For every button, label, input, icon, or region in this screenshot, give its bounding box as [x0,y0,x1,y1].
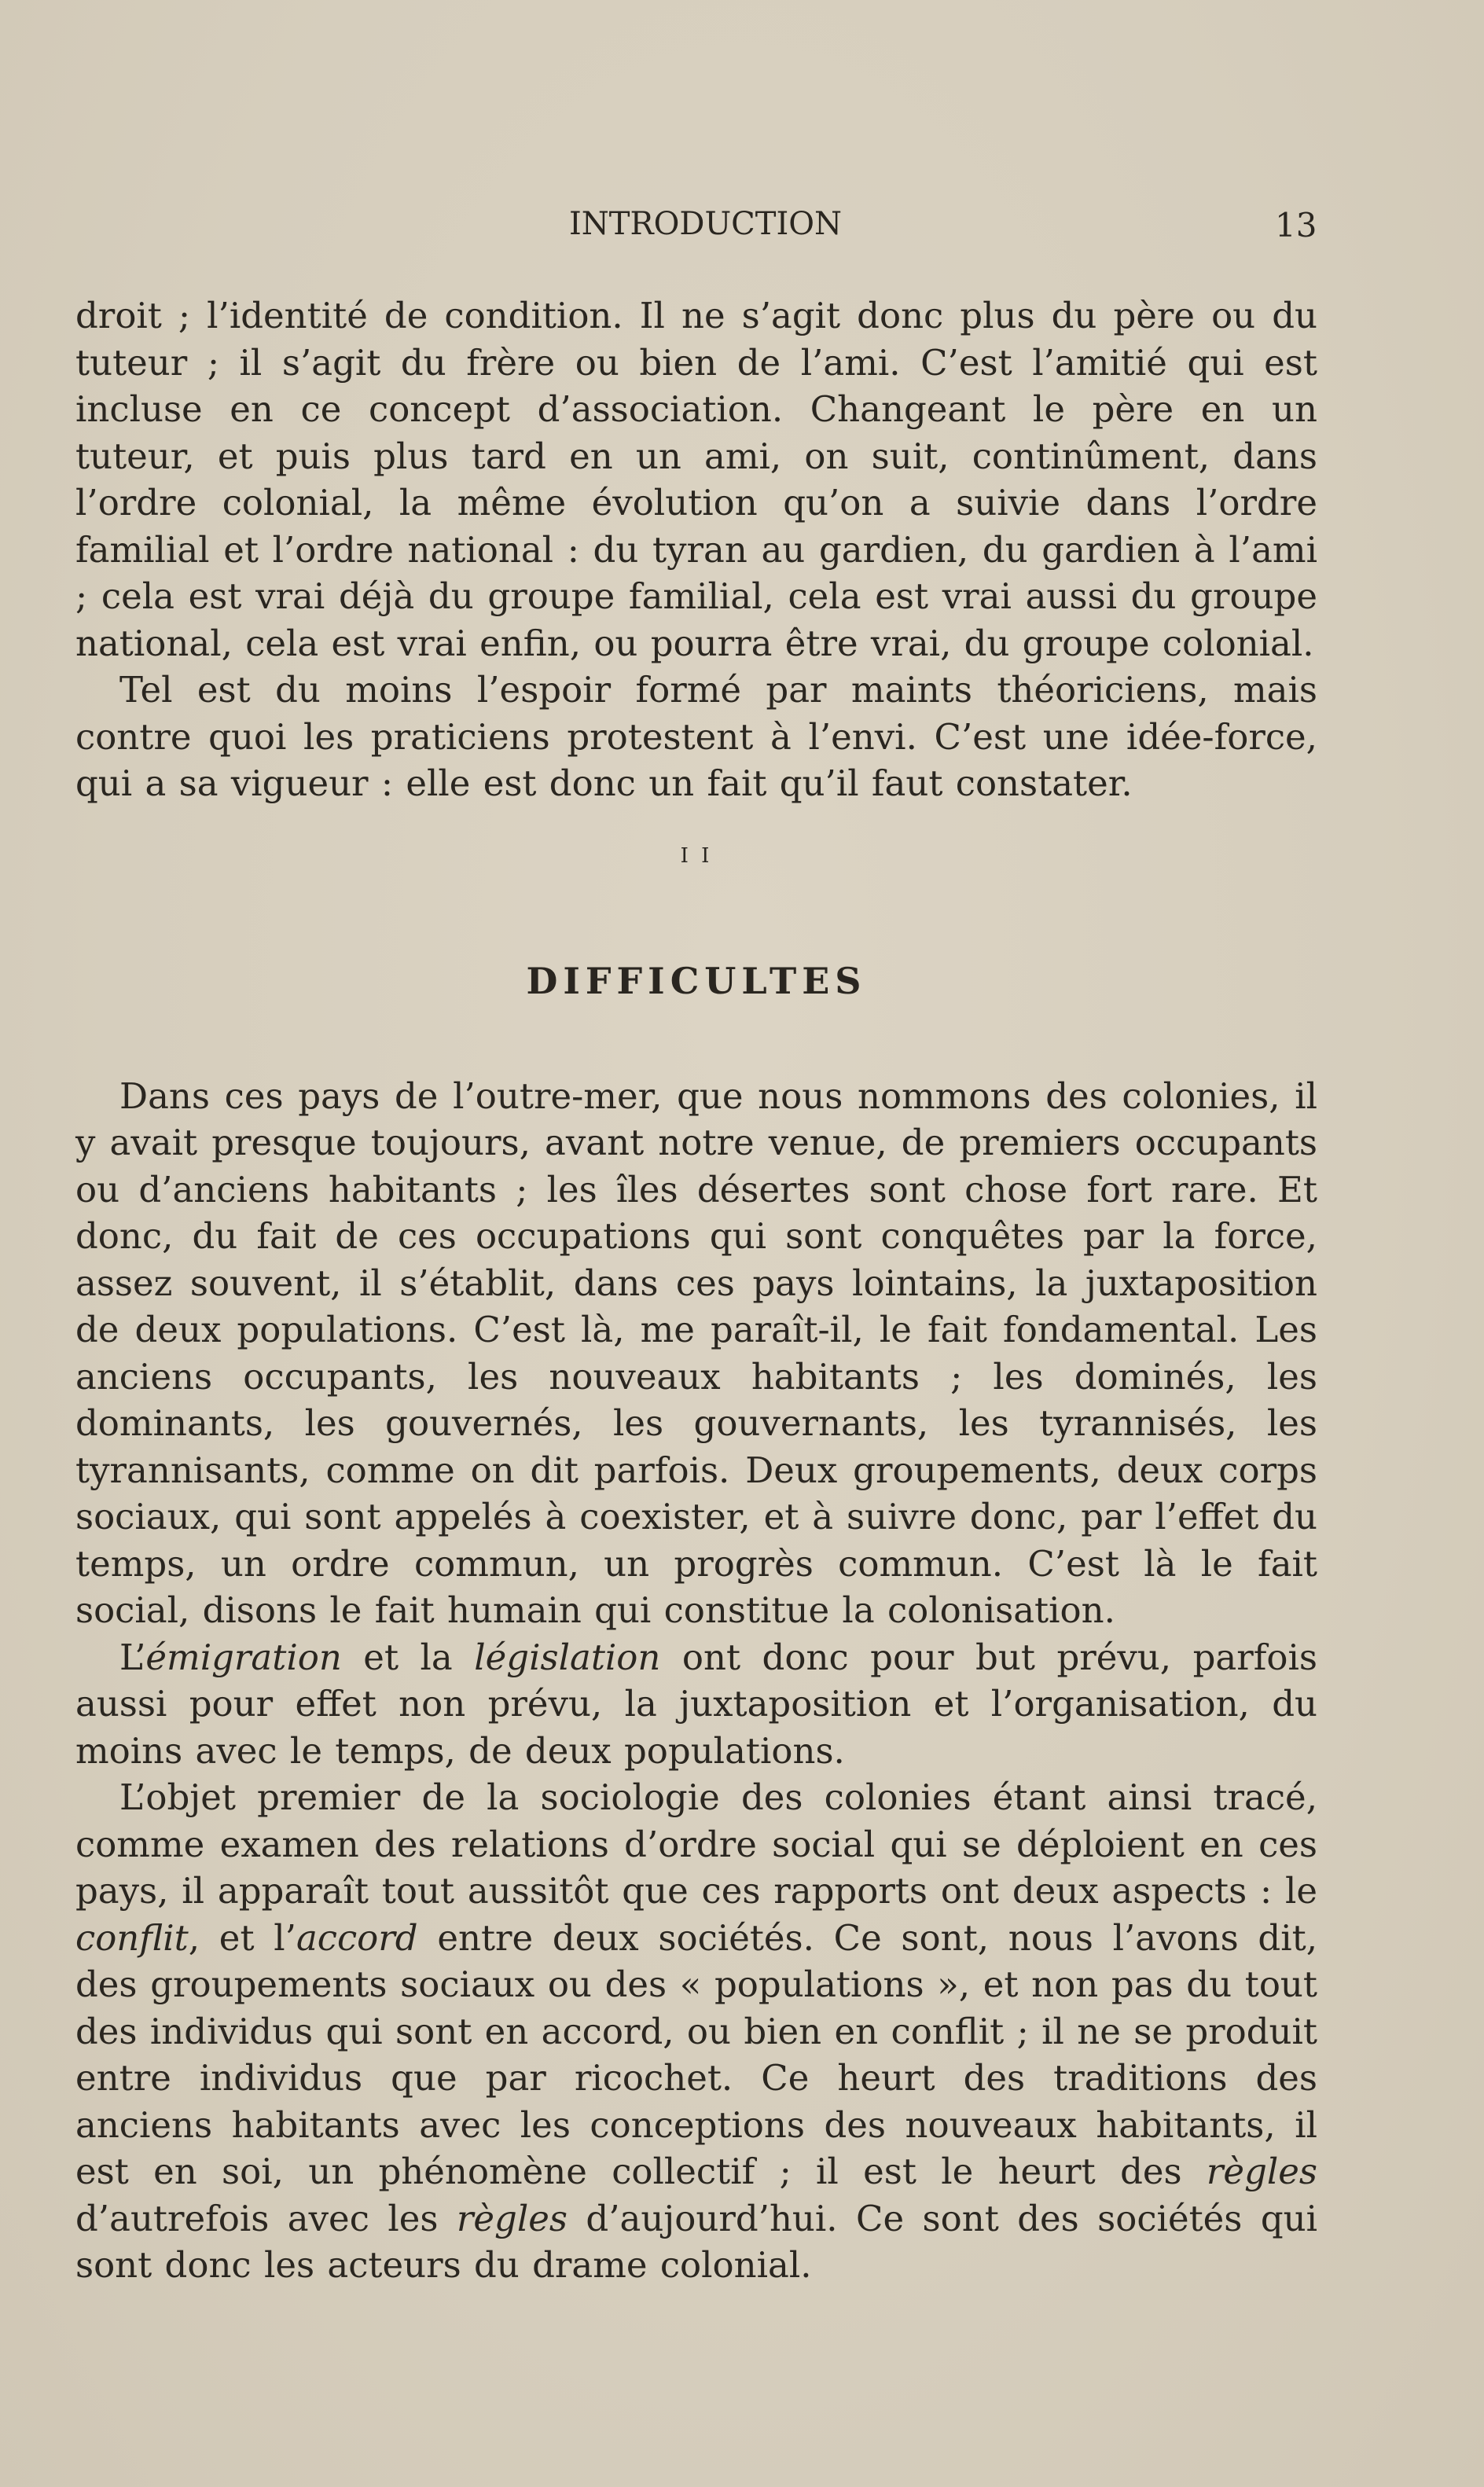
page-header [0,206,1484,253]
paragraph-sociology [75,1774,1317,2289]
paragraph-theoreticians: Tel est du moins l’espoir formé par maints théoriciens, mais contre quoi les praticiens protestent à l’envi. C’est une idée-force, qui a sa vigueur : elle est donc un fait qu’il faut constater. [75,669,1317,804]
paragraph-emigration [75,1634,1317,1775]
italic-term-legislation: législation [474,1636,661,1678]
page-number: 13 [1275,206,1317,244]
italic-term-regles: règles [456,2197,568,2239]
italic-term-regles: règles [1206,2151,1317,2192]
text-run: L’ [119,1636,146,1678]
text-run: entre deux sociétés. Ce sont, nous l’avons dit, des groupements sociaux ou des « populations », et non pas du tout des individus qui sont en accord, ou bien en conflit ; il ne se produit entre individus que par ricochet. Ce heurt des traditions des anciens habitants avec les conceptions des nouveaux habitants, il est en soi, un phénomène collectif ; il est le heurt des [75,1916,1318,2192]
text-run: , et l’ [188,1916,296,1959]
text-run: ont donc pour but prévu, parfois aussi pour effet non prévu, la juxtaposition et l’organisation, du moins avec le temps, de deux populations. [75,1636,1317,1772]
paragraph-overseas: Dans ces pays de l’outre-mer, que nous nommons des colonies, il y avait presque toujours, avant notre venue, de premiers occupants ou d’anciens habitants ; les îles désertes sont chose fort rare. Et donc, du fait de ces occupations qui sont conquêtes par la force, assez souvent, il s’établit, dans ces pays lointains, la juxtaposition de deux populations. C’est là, me paraît-il, le fait fondamental. Les anciens occupants, les nouveaux habitants ; les dominés, les dominants, les gouvernés, les gouvernants, les tyrannisés, les tyrannisants, comme on dit parfois. Deux groupements, deux corps sociaux, qui sont appelés à coexister, et à suivre donc, par l’effet du temps, un ordre commun, un progrès commun. C’est là le fait social, disons le fait humain qui constitue la colonisation. [75,1075,1317,1631]
italic-term-conflit: conflit [75,1916,189,1959]
text-run: L’objet premier de la sociologie des colonies étant ainsi tracé, comme examen des relations d’ordre social qui se déploient en ces pays, il apparaît tout aussitôt que ces rapports ont deux aspects : le [75,1776,1317,1912]
running-head: INTRODUCTION [569,206,843,242]
italic-term-accord: accord [296,1916,418,1959]
section-number: I I [680,843,713,868]
text-run: et la [341,1636,475,1678]
text-run: d’aujourd’hui. Ce sont des sociétés qui sont donc les acteurs du drame colonial. [75,2197,1317,2286]
text-run: d’autrefois avec les [75,2197,457,2239]
paragraph-continuation: droit ; l’identité de condition. Il ne s’agit donc plus du père ou du tuteur ; il s’agit du frère ou bien de l’ami. C’est l’amitié qui est incluse en ce concept d’association. Changeant le père en un tuteur, et puis plus tard en un ami, on suit, continûment, dans l’ordre colonial, la même évolution qu’on a suivie dans l’ordre familial et l’ordre national : du tyran au gardien, du gardien à l’ami ; cela est vrai déjà du groupe familial, cela est vrai aussi du groupe national, cela est vrai enfin, ou pourra être vrai, du groupe colonial. [75,295,1317,664]
text-block [75,292,1317,2289]
italic-term-emigration: émigration [145,1636,342,1678]
section-title: DIFFICULTES [526,959,867,1002]
